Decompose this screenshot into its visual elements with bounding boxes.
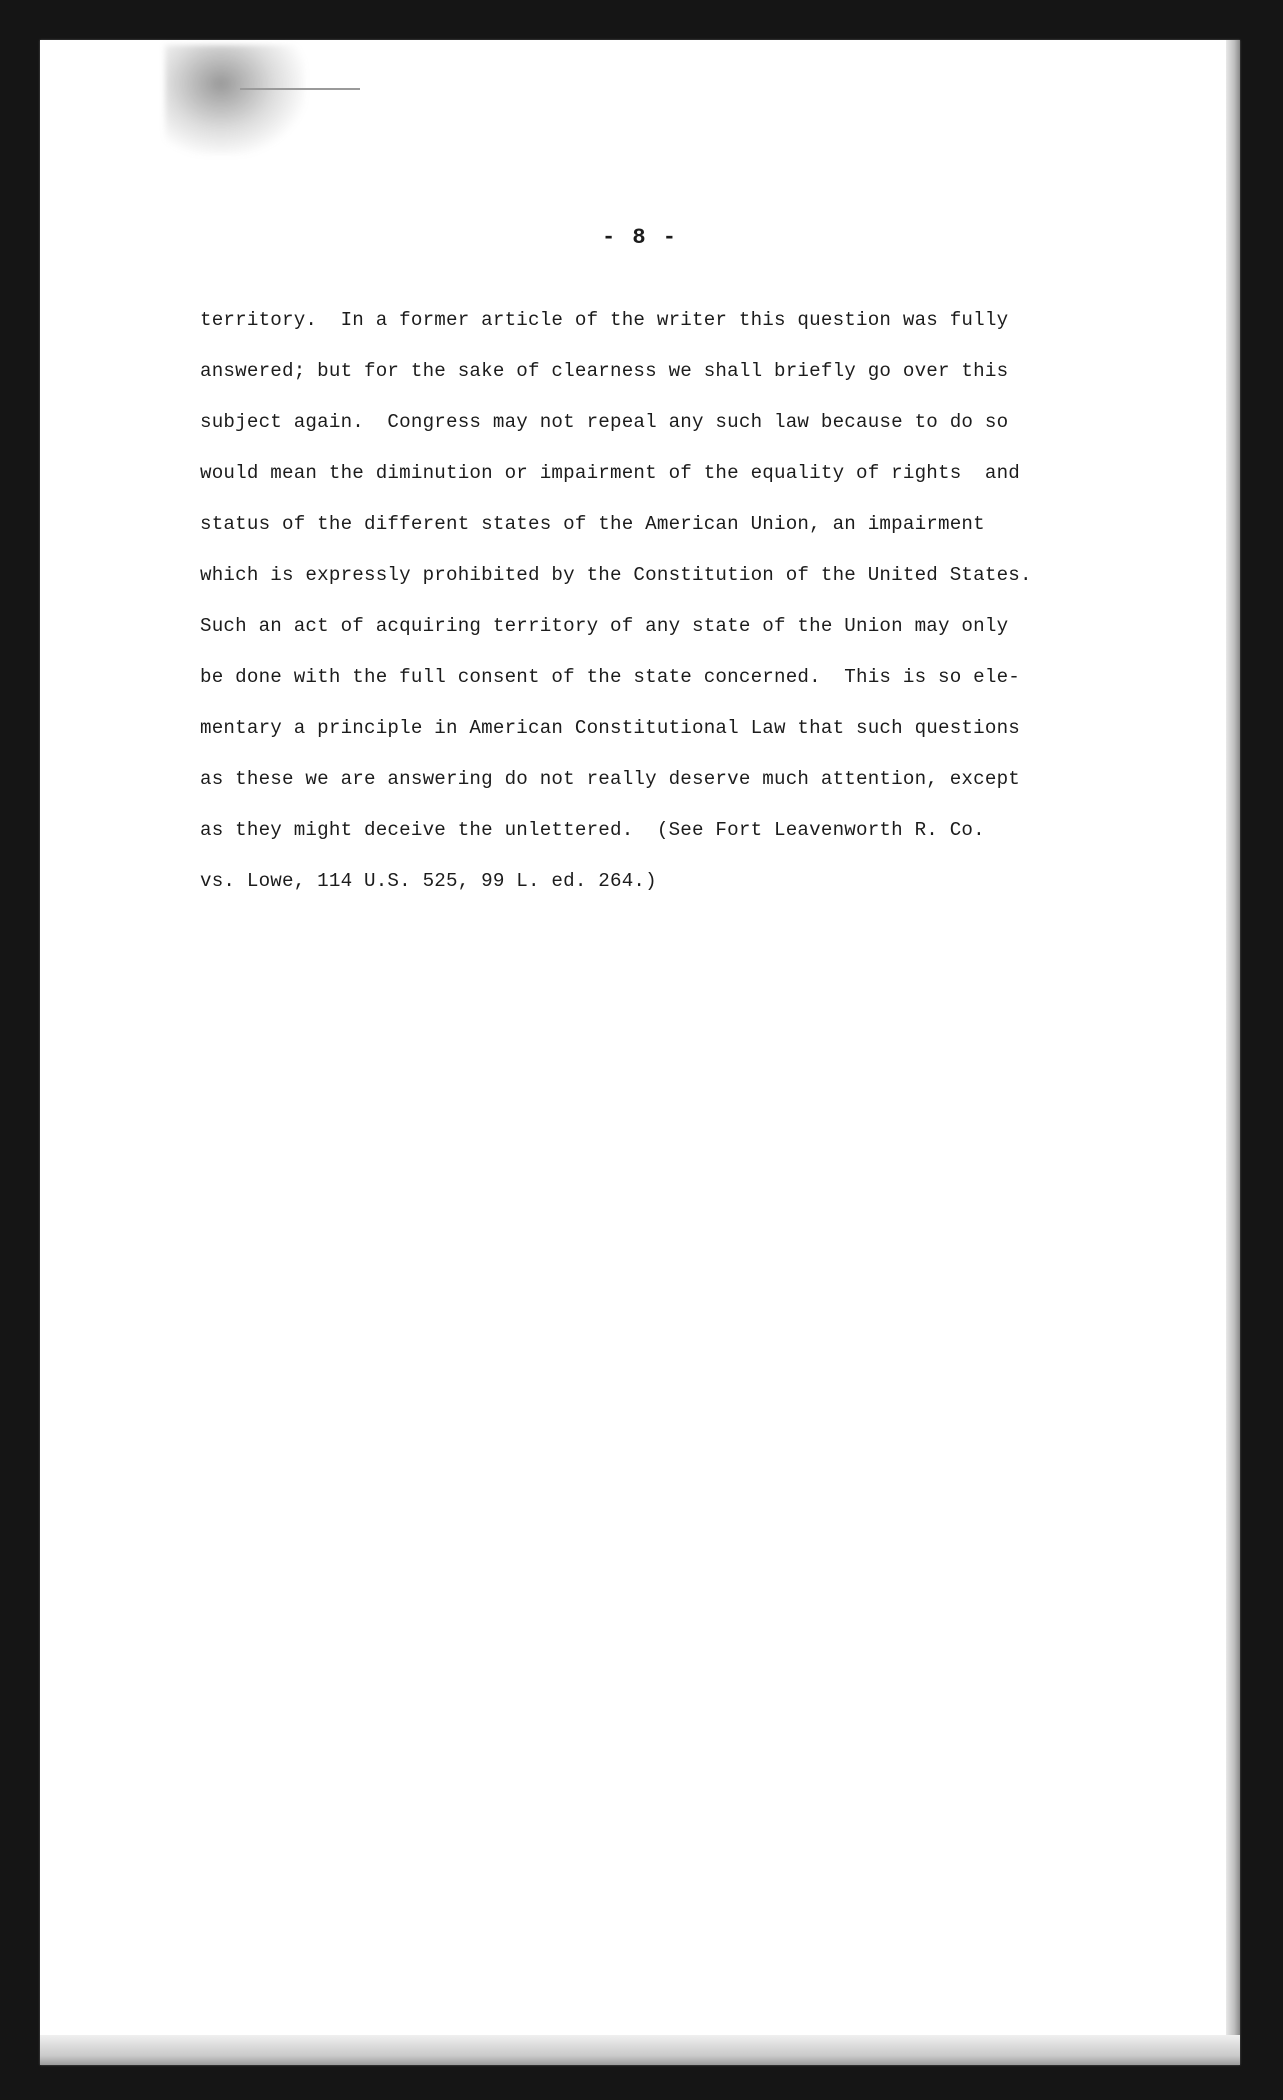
document-page bbox=[40, 40, 1240, 2065]
text-line: territory. In a former article of the writer this question was fully bbox=[200, 309, 1009, 331]
paper-edge-bottom bbox=[40, 2035, 1240, 2065]
text-line: answered; but for the sake of clearness we shall briefly go over this bbox=[200, 360, 1009, 382]
text-line: Such an act of acquiring territory of any state of the Union may only bbox=[200, 615, 1009, 637]
top-rule-mark bbox=[240, 88, 360, 90]
text-line: subject again. Congress may not repeal any such law because to do so bbox=[200, 411, 1009, 433]
text-line: mentary a principle in American Constitutional Law that such questions bbox=[200, 717, 1021, 739]
text-line: vs. Lowe, 114 U.S. 525, 99 L. ed. 264.) bbox=[200, 870, 657, 892]
paper-edge-right bbox=[1226, 40, 1240, 2065]
text-line: which is expressly prohibited by the Constitution of the United States. bbox=[200, 564, 1032, 586]
text-line: as these we are answering do not really deserve much attention, except bbox=[200, 768, 1021, 790]
text-line: status of the different states of the American Union, an impairment bbox=[200, 513, 985, 535]
body-text bbox=[200, 295, 1140, 907]
ink-smudge bbox=[165, 45, 305, 155]
text-line: would mean the diminution or impairment of the equality of rights and bbox=[200, 462, 1021, 484]
text-line: be done with the full consent of the state concerned. This is so ele- bbox=[200, 666, 1021, 688]
text-line: as they might deceive the unlettered. (See Fort Leavenworth R. Co. bbox=[200, 819, 985, 841]
page-number: - 8 - bbox=[601, 225, 678, 250]
